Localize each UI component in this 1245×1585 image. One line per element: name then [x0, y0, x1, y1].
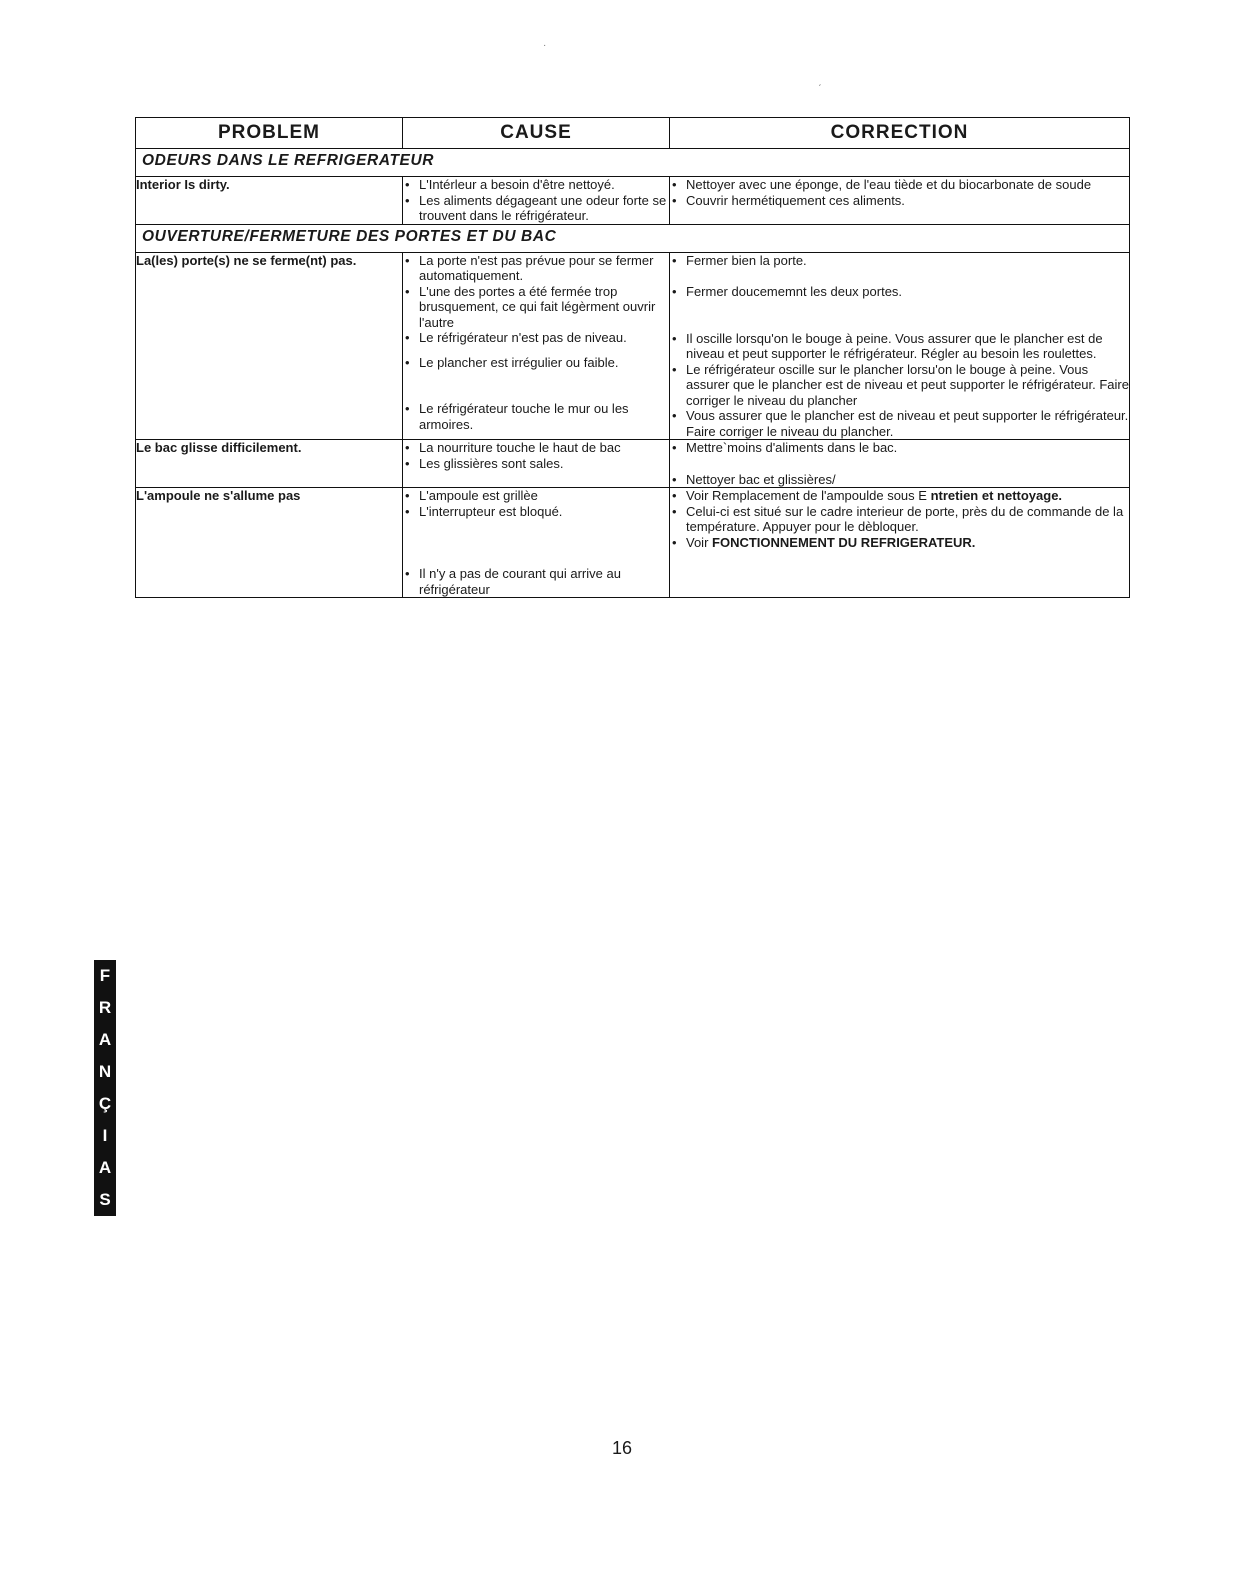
cause-item: • Les aliments dégageant une odeur forte se trouvent dans le réfrigérateur.: [403, 193, 669, 224]
cause-item: • Le plancher est irrégulier ou faible.: [403, 355, 669, 371]
cause-item: • L'Intérleur a besoin d'être nettoyé.: [403, 177, 669, 193]
side-tab-letter: F: [99, 966, 111, 985]
correction-item: • Le réfrigérateur oscille sur le plancher lorsu'on le bouge à peine. Vous assurer que le plancher est de niveau et peut supporter le réfrigérateur. Faire corriger le niveau du plancher: [670, 362, 1129, 409]
problem-cell: Interior Is dirty.: [136, 177, 403, 225]
cause-item: • La nourriture touche le haut de bac: [403, 440, 669, 456]
correction-item: • Fermer bien la porte.: [670, 253, 1129, 269]
correction-item: • Vous assurer que le plancher est de niveau et peut supporter le réfrigérateur. Faire corriger le niveau du plancher.: [670, 408, 1129, 439]
cause-cell: [403, 252, 670, 440]
correction-item: • Celui-ci est situé sur le cadre interieur de porte, près du de commande de la température. Appuyer pour le dèbloquer.: [670, 504, 1129, 535]
cause-item: • Le réfrigérateur touche le mur ou les armoires.: [403, 401, 669, 432]
correction-item: • Nettoyer avec une éponge, de l'eau tiède et du biocarbonate de soude: [670, 177, 1129, 193]
cause-cell: [403, 440, 670, 488]
section-row: [136, 224, 1130, 252]
troubleshooting-table: [135, 117, 1130, 598]
cause-item: • Il n'y a pas de courant qui arrive au réfrigérateur: [403, 566, 669, 597]
cause-item: • L'une des portes a été fermée trop brusquement, ce qui fait légèrment ouvrir l'autre: [403, 284, 669, 331]
cause-item: • L'interrupteur est bloqué.: [403, 504, 669, 520]
cause-item: • Les glissières sont sales.: [403, 456, 669, 472]
problem-cell: Le bac glisse difficilement.: [136, 440, 403, 488]
cause-cell: [403, 177, 670, 225]
side-tab-letter: A: [98, 1158, 112, 1177]
correction-item: [670, 535, 1129, 551]
cause-header: CAUSE: [403, 118, 670, 149]
cause-item: • L'ampoule est grillèe: [403, 488, 669, 504]
correction-item: • Nettoyer bac et glissières/: [670, 472, 1129, 488]
cause-cell: [403, 488, 670, 598]
side-tab-letter: R: [98, 998, 112, 1017]
correction-cell: [670, 177, 1130, 225]
correction-text: Voir: [686, 534, 709, 550]
side-tab-letter: I: [102, 1126, 108, 1145]
section-row: [136, 149, 1130, 177]
side-tab-letter: A: [98, 1030, 112, 1049]
section-title: OUVERTURE/FERMETURE DES PORTES ET DU BAC: [136, 224, 1130, 252]
table-row: [136, 440, 1130, 488]
correction-item: • Il oscille lorsqu'on le bouge à peine. Vous assurer que le plancher est de niveau et peut supporter le réfrigérateur. Régler au besoin les roulettes.: [670, 331, 1129, 362]
scan-speck: ˏ: [818, 76, 822, 87]
correction-item: • Mettre`moins d'aliments dans le bac.: [670, 440, 1129, 456]
correction-header: CORRECTION: [670, 118, 1130, 149]
problem-header: PROBLEM: [136, 118, 403, 149]
problem-cell: L'ampoule ne s'allume pas: [136, 488, 403, 598]
section-title: ODEURS DANS LE REFRIGERATEUR: [136, 149, 1130, 177]
correction-item: • Couvrir hermétiquement ces aliments.: [670, 193, 1129, 209]
header-row: [136, 118, 1130, 149]
side-tab-letter: N: [98, 1062, 112, 1081]
correction-cell: [670, 488, 1130, 598]
table-row: [136, 252, 1130, 440]
table-row: [136, 488, 1130, 598]
problem-cell: La(les) porte(s) ne se ferme(nt) pas.: [136, 252, 403, 440]
correction-cell: [670, 252, 1130, 440]
correction-cell: [670, 440, 1130, 488]
francais-side-tab: [94, 960, 116, 1216]
scan-speck: ·: [543, 40, 547, 51]
correction-item: [670, 488, 1129, 504]
table-row: [136, 177, 1130, 225]
side-tab-letter: Ç: [98, 1094, 112, 1113]
cause-item: • Le réfrigérateur n'est pas de niveau.: [403, 330, 669, 346]
page-number: 16: [611, 1438, 633, 1458]
cause-item: • La porte n'est pas prévue pour se fermer automatiquement.: [403, 253, 669, 284]
side-tab-letter: S: [99, 1190, 111, 1209]
correction-item: • Fermer doucememnt les deux portes.: [670, 284, 1129, 300]
correction-emphasis: FONCTIONNEMENT DU REFRIGERATEUR.: [712, 534, 976, 550]
correction-emphasis: ntretien et nettoyage.: [930, 488, 1063, 503]
correction-text: Voir Remplacement de l'ampoulde sous E: [686, 488, 927, 503]
